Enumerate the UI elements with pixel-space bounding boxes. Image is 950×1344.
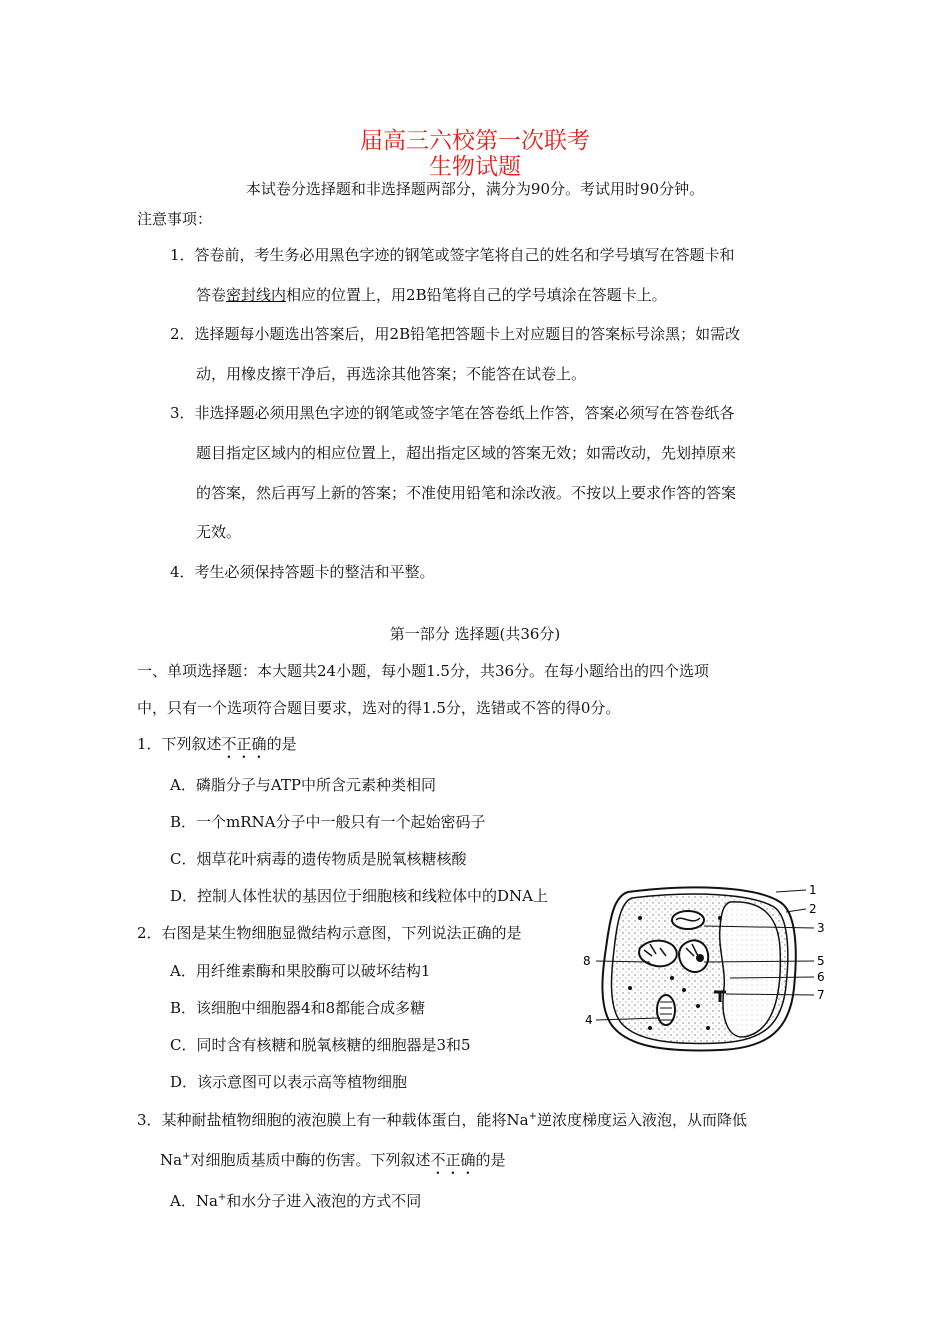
q3-opt-a-sup: + <box>217 1192 227 1203</box>
question-1-option-d: D．控制人体性状的基因位于细胞核和线粒体中的DNA上 <box>170 887 549 905</box>
q1-stem-post: 的是 <box>266 735 297 753</box>
note-2-line-a: 2．选择题每小题选出答案后，用2B铅笔把答题卡上对应题目的答案标号涂黑；如需改 <box>170 325 741 343</box>
paper-title: 届高三六校第一次联考 <box>360 128 590 154</box>
figure-label-4: 4 <box>585 1013 593 1027</box>
cell-diagram <box>580 878 830 1063</box>
figure-label-7: 7 <box>817 988 825 1002</box>
question-1-option-a: A．磷脂分子与ATP中所含元素种类相同 <box>170 776 436 794</box>
q3-a-pre: 3．某种耐盐植物细胞的液泡膜上有一种载体蛋白，能将Na <box>137 1111 529 1129</box>
q3-b-mid: 对细胞质基质中酶的伤害。下列叙述 <box>190 1151 431 1169</box>
figure-label-8: 8 <box>583 954 591 968</box>
q3-opt-a-post: 和水分子进入液泡的方式不同 <box>226 1192 422 1210</box>
figure-label-5: 5 <box>817 954 825 968</box>
note-2-line-b: 动，用橡皮擦干净后，再选涂其他答案；不能答在试卷上。 <box>196 365 587 383</box>
section-heading: 第一部分 选择题(共36分) <box>389 625 561 643</box>
question-3-stem-line-b <box>160 1149 506 1178</box>
figure-label-1: 1 <box>809 883 817 897</box>
question-1-option-b: B．一个mRNA分子中一般只有一个起始密码子 <box>170 813 486 831</box>
note-1-line-a: 1．答卷前，考生务必用黑色字迹的钢笔或签字笔将自己的姓名和学号填写在答题卡和 <box>170 246 735 264</box>
q3-b-pre: Na <box>160 1151 183 1169</box>
q3-a-sup: + <box>528 1111 538 1122</box>
question-2-option-c: C．同时含有核糖和脱氧核糖的细胞器是3和5 <box>170 1036 471 1054</box>
note-1-pre: 答卷 <box>196 286 227 304</box>
question-1-option-c: C．烟草花叶病毒的遗传物质是脱氧核糖核酸 <box>170 850 467 868</box>
note-3-line-a: 3．非选择题必须用黑色字迹的钢笔或签字笔在答卷纸上作答，答案必须写在答卷纸各 <box>170 404 735 422</box>
paper-subtitle: 生物试题 <box>429 154 521 180</box>
question-3-stem-line-a <box>137 1109 747 1130</box>
note-3-line-b: 题目指定区域内的相应位置上，超出指定区域的答案无效；如需改动，先划掉原来 <box>196 444 737 462</box>
note-1-underlined: 密封线内 <box>226 286 287 304</box>
question-2-option-b: B．该细胞中细胞器4和8都能合成多糖 <box>170 999 426 1017</box>
note-3-line-c: 的答案，然后再写上新的答案；不准使用铅笔和涂改液。不按以上要求作答的答案 <box>196 484 737 502</box>
intro-text: 本试卷分选择题和非选择题两部分，满分为90分。考试用时90分钟。 <box>245 180 705 198</box>
q3-opt-a-pre: A．Na <box>170 1192 218 1210</box>
note-4: 4．考生必须保持答题卡的整洁和平整。 <box>170 563 435 581</box>
question-3-option-a <box>170 1190 421 1211</box>
question-2-stem: 2．右图是某生物细胞显微结构示意图，下列说法正确的是 <box>137 924 522 942</box>
q1-stem-pre: 1．下列叙述 <box>137 735 222 753</box>
section-instructions-line-2: 中，只有一个选项符合题目要求，选对的得1.5分，选错或不答的得0分。 <box>137 699 621 717</box>
figure-label-3: 3 <box>817 921 825 935</box>
question-1-stem <box>137 733 297 762</box>
question-2-option-a: A．用纤维素酶和果胶酶可以破坏结构1 <box>170 962 431 980</box>
section-instructions-line-1: 一、单项选择题：本大题共24小题，每小题1.5分，共36分。在每小题给出的四个选项 <box>137 662 710 680</box>
q3-b-sup: + <box>182 1151 191 1162</box>
note-1-post: 相应的位置上，用2B铅笔将自己的学号填涂在答题卡上。 <box>286 286 667 304</box>
q3-a-post: 逆浓度梯度运入液泡，从而降低 <box>537 1111 748 1129</box>
figure-label-6: 6 <box>817 970 825 984</box>
note-3-line-d: 无效。 <box>196 523 242 541</box>
figure-label-2: 2 <box>809 902 817 916</box>
notes-heading: 注意事项： <box>137 210 213 228</box>
question-2-option-d: D．该示意图可以表示高等植物细胞 <box>170 1073 408 1091</box>
q3-b-emphasis: 不正确 <box>430 1151 476 1169</box>
q3-b-post: 的是 <box>475 1151 506 1169</box>
note-1-line-b <box>196 284 667 305</box>
q1-stem-emphasis: 不正确 <box>221 735 267 753</box>
